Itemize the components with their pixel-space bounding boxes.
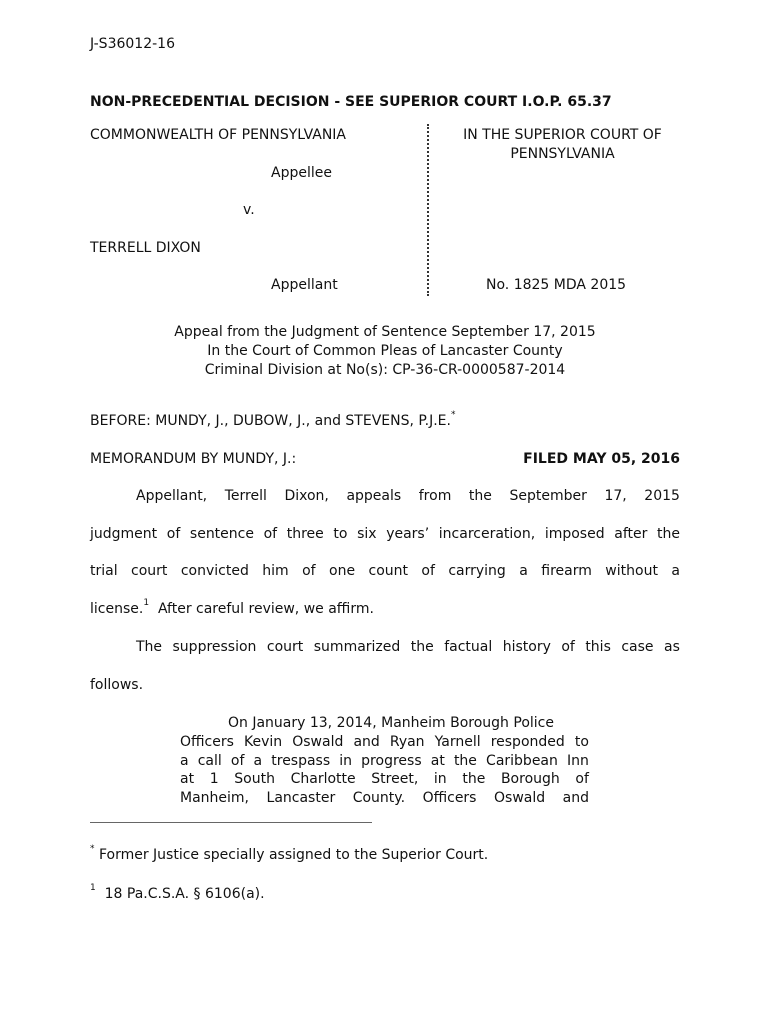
word: 2015 [644, 488, 680, 504]
word: of [421, 563, 435, 579]
word: in [339, 753, 353, 769]
body-p1-line4-a: license. [90, 601, 144, 617]
quote-line2 [180, 734, 589, 750]
body-p1-line3 [90, 563, 680, 579]
caption-role-appellant: Appellant [271, 277, 338, 293]
caption-court-line2: PENNSYLVANIA [510, 146, 615, 162]
panel-footnote-mark: * [450, 410, 456, 420]
quote-line3 [180, 753, 589, 769]
word: Oswald [494, 790, 546, 806]
word: suppression [172, 639, 257, 655]
word: of [575, 771, 589, 787]
word: September [509, 488, 587, 504]
word: the [468, 488, 492, 504]
word: Appellant, [136, 488, 208, 504]
word: Yarnell [434, 734, 481, 750]
word: three [286, 526, 324, 542]
word: Charlotte [290, 771, 356, 787]
word: Kevin [244, 734, 283, 750]
word: Caribbean [486, 753, 558, 769]
word: factual [444, 639, 493, 655]
word: at [180, 771, 195, 787]
word: of [263, 526, 278, 542]
word: a [519, 563, 528, 579]
footnote-star [90, 844, 489, 863]
caption-versus: v. [243, 202, 255, 218]
quote-line5 [180, 790, 589, 806]
word: one [329, 563, 356, 579]
caption-divider [427, 124, 429, 296]
word: the [453, 753, 477, 769]
word: and [562, 790, 589, 806]
docket-number: J-S36012-16 [90, 36, 175, 52]
word: progress [361, 753, 422, 769]
appeal-line2: In the Court of Common Pleas of Lancaster County [207, 343, 563, 359]
word: six [357, 526, 377, 542]
word: Officers [422, 790, 477, 806]
word: Ryan [389, 734, 425, 750]
word: Oswald [292, 734, 344, 750]
word: The [136, 639, 163, 655]
word: summarized [313, 639, 401, 655]
caption-court-line1: IN THE SUPERIOR COURT OF [463, 127, 662, 143]
caption-role-appellee: Appellee [271, 165, 332, 181]
word: at [430, 753, 445, 769]
footnote-separator [90, 822, 372, 823]
caption-party-appellant: TERRELL DIXON [90, 240, 201, 256]
word: the [462, 771, 486, 787]
word: to [574, 734, 589, 750]
filed-date: FILED MAY 05, 2016 [523, 451, 680, 467]
word: a [671, 563, 680, 579]
word: call [197, 753, 222, 769]
body-p1-line2 [90, 526, 680, 542]
word: imposed [544, 526, 605, 542]
body-p1-line4 [90, 598, 374, 617]
footnote-1-mark: 1 [90, 883, 96, 893]
body-p1-line1 [136, 488, 680, 504]
word: years’ [386, 526, 430, 542]
word: 17, [604, 488, 627, 504]
word: this [585, 639, 611, 655]
word: trial [90, 563, 118, 579]
body-p2-line2: follows. [90, 677, 144, 693]
word: trespass [271, 753, 331, 769]
word: in [433, 771, 447, 787]
word: appeals [346, 488, 402, 504]
memorandum-author: MEMORANDUM BY MUNDY, J.: [90, 451, 297, 467]
word: South [234, 771, 275, 787]
word: as [663, 639, 680, 655]
word: of [302, 563, 316, 579]
word: a [253, 753, 263, 769]
word: history [502, 639, 551, 655]
word: court [266, 639, 304, 655]
panel-before-text: BEFORE: MUNDY, J., DUBOW, J., and STEVENS, P.J.E. [90, 413, 451, 429]
word: convicted [180, 563, 249, 579]
word: to [333, 526, 348, 542]
quote-line1: On January 13, 2014, Manheim Borough Police [228, 715, 554, 731]
word: the [410, 639, 434, 655]
word: Lancaster [266, 790, 336, 806]
word: Dixon, [284, 488, 329, 504]
word: responded [490, 734, 565, 750]
word: firearm [541, 563, 592, 579]
body-p2-line1 [136, 639, 680, 655]
appeal-line1: Appeal from the Judgment of Sentence September 17, 2015 [174, 324, 596, 340]
word: a [180, 753, 189, 769]
word: carrying [448, 563, 506, 579]
word: judgment [90, 526, 158, 542]
word: of [561, 639, 575, 655]
footnote-ref-1: 1 [143, 598, 150, 608]
word: of [166, 526, 181, 542]
word: County. [352, 790, 406, 806]
word: him [262, 563, 289, 579]
footnote-1-text: 18 Pa.C.S.A. § 6106(a). [95, 886, 265, 902]
word: count [368, 563, 408, 579]
footnote-1 [90, 883, 265, 902]
word: the [656, 526, 680, 542]
word: 1 [209, 771, 219, 787]
word: from [418, 488, 452, 504]
word: sentence [189, 526, 254, 542]
panel-before [90, 410, 456, 429]
quote-line4 [180, 771, 589, 787]
word: Manheim, [180, 790, 249, 806]
body-p1-line4-b: After careful review, we affirm. [149, 601, 374, 617]
word: court [131, 563, 168, 579]
non-precedential-notice: NON-PRECEDENTIAL DECISION - SEE SUPERIOR COURT I.O.P. 65.37 [90, 94, 612, 110]
appeal-line3: Criminal Division at No(s): CP-36-CR-0000587-2014 [204, 362, 566, 378]
caption-party-appellee: COMMONWEALTH OF PENNSYLVANIA [90, 127, 347, 143]
case-number: No. 1825 MDA 2015 [486, 277, 627, 293]
footnote-star-mark: * [90, 844, 95, 854]
word: Officers [180, 734, 234, 750]
word: Terrell [224, 488, 267, 504]
word: and [353, 734, 380, 750]
word: Street, [371, 771, 419, 787]
word: without [605, 563, 658, 579]
word: case [621, 639, 654, 655]
word: of [230, 753, 245, 769]
word: after [614, 526, 648, 542]
word: Inn [567, 753, 589, 769]
word: Borough [500, 771, 560, 787]
word: incarceration, [438, 526, 536, 542]
footnote-star-text: Former Justice specially assigned to the Superior Court. [94, 847, 489, 863]
